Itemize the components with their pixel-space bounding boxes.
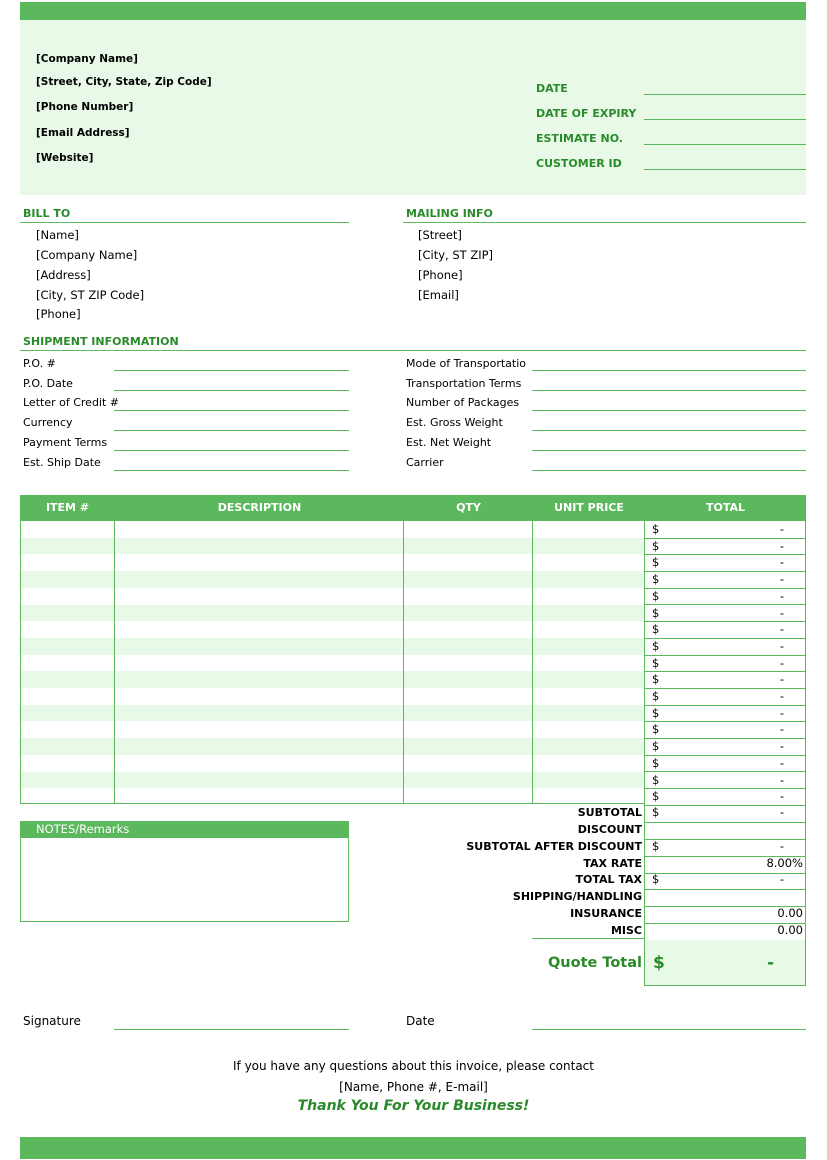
payment-terms-label: Payment Terms: [23, 436, 108, 449]
col-divider: [114, 521, 115, 804]
quote-total-currency: $: [653, 953, 665, 973]
row-total-cell: [645, 721, 806, 739]
signature-field[interactable]: [114, 1029, 349, 1030]
misc-cell[interactable]: [645, 923, 806, 941]
insurance-label: INSURANCE: [570, 907, 642, 920]
shipping-label: SHIPPING/HANDLING: [512, 890, 642, 903]
currency-symbol: $: [652, 755, 660, 770]
currency-symbol: $: [652, 638, 660, 653]
tax-rate-label: TAX RATE: [583, 857, 642, 870]
gross-weight-field[interactable]: [532, 430, 806, 431]
row-total-cell: [645, 738, 806, 756]
packages-field[interactable]: [532, 410, 806, 411]
currency-symbol: $: [652, 672, 660, 687]
insurance-value: 0.00: [777, 906, 803, 920]
row-total-cell: [645, 655, 806, 673]
row-total-cell: [645, 571, 806, 589]
row-total-value: -: [779, 655, 784, 670]
row-total-value: -: [779, 638, 784, 653]
row-total-value: -: [779, 622, 784, 637]
currency-symbol: $: [652, 588, 660, 603]
row-total-cell: [645, 521, 806, 539]
carrier-field[interactable]: [532, 470, 806, 471]
currency-symbol: $: [652, 789, 660, 804]
row-total-value: -: [779, 772, 784, 787]
bill-to-company[interactable]: [Company Name]: [36, 248, 138, 262]
row-total-cell: [645, 788, 806, 806]
quote-total-label: Quote Total: [547, 955, 642, 971]
company-phone[interactable]: [Phone Number]: [36, 101, 134, 113]
signature-label: Signature: [23, 1014, 81, 1028]
row-total-cell: [645, 605, 806, 623]
discount-label: DISCOUNT: [577, 823, 642, 836]
mailing-email[interactable]: [Email]: [418, 288, 459, 302]
currency-symbol: $: [652, 739, 660, 754]
row-total-value: -: [779, 672, 784, 687]
customer-id-label: CUSTOMER ID: [536, 157, 622, 170]
notes-title: NOTES/Remarks: [36, 822, 130, 836]
mailing-street[interactable]: [Street]: [418, 228, 462, 242]
bill-to-name[interactable]: [Name]: [36, 228, 79, 242]
row-total-cell: [645, 538, 806, 556]
row-total-value: -: [779, 572, 784, 587]
total-tax-cell: [645, 872, 806, 890]
subtotal-value: -: [779, 805, 784, 819]
net-weight-field[interactable]: [532, 450, 806, 451]
notes-box[interactable]: [20, 838, 349, 922]
letter-credit-label: Letter of Credit #: [23, 396, 120, 409]
row-total-value: -: [779, 689, 784, 703]
bill-to-rule: [20, 222, 349, 223]
after-discount-value: -: [779, 839, 784, 853]
currency-symbol: $: [652, 689, 660, 703]
bill-to-address[interactable]: [Address]: [36, 268, 91, 282]
currency-symbol: $: [652, 655, 660, 670]
row-total-value: -: [779, 789, 784, 804]
customer-id-field[interactable]: [644, 169, 806, 170]
mailing-phone[interactable]: [Phone]: [418, 268, 463, 282]
bill-to-phone[interactable]: [Phone]: [36, 307, 81, 321]
row-total-value: -: [779, 755, 784, 770]
quote-total-value: -: [767, 953, 775, 973]
bottom-banner: [20, 1137, 806, 1159]
misc-rule: [532, 938, 644, 939]
row-total-cell: [645, 621, 806, 639]
row-total-value: -: [779, 705, 784, 720]
thank-you-text: Thank You For Your Business!: [297, 1098, 530, 1114]
discount-cell[interactable]: [645, 822, 806, 840]
carrier-label: Carrier: [406, 456, 444, 469]
tax-rate-value: 8.00%: [766, 856, 803, 870]
currency-symbol: $: [652, 872, 660, 886]
contact-text: If you have any questions about this invoice, please contact: [232, 1059, 594, 1073]
row-total-cell: [645, 588, 806, 606]
payment-terms-field[interactable]: [114, 450, 349, 451]
misc-label: MISC: [610, 924, 642, 937]
col-qty-header: QTY: [404, 495, 533, 521]
currency-field[interactable]: [114, 430, 349, 431]
company-name[interactable]: [Company Name]: [36, 53, 138, 65]
row-total-value: -: [779, 538, 784, 553]
tax-rate-cell[interactable]: [645, 856, 806, 874]
row-total-value: -: [779, 522, 784, 536]
subtotal-label: SUBTOTAL: [577, 806, 642, 819]
after-discount-label: SUBTOTAL AFTER DISCOUNT: [466, 840, 642, 853]
shipping-cell[interactable]: [645, 889, 806, 907]
date-label: DATE: [536, 82, 568, 95]
col-unit-price-header: UNIT PRICE: [533, 495, 645, 521]
col-total-header: TOTAL: [645, 495, 806, 521]
row-total-cell: [645, 755, 806, 773]
total-tax-value: -: [779, 872, 784, 886]
net-weight-label: Est. Net Weight: [406, 436, 492, 449]
quote-total-cell: [645, 940, 805, 986]
row-total-value: -: [779, 588, 784, 603]
row-total-cell: [645, 772, 806, 790]
company-website[interactable]: [Website]: [36, 152, 94, 164]
mailing-city[interactable]: [City, ST ZIP]: [418, 248, 494, 262]
col-divider: [403, 521, 404, 804]
letter-credit-field[interactable]: [114, 410, 349, 411]
transport-mode-label: Mode of Transportatio: [406, 357, 527, 370]
estimate-label: ESTIMATE NO.: [536, 132, 623, 145]
signature-date-field[interactable]: [532, 1029, 806, 1030]
po-number-field[interactable]: [114, 370, 349, 371]
currency-symbol: $: [652, 555, 660, 570]
row-total-value: -: [779, 739, 784, 754]
transport-terms-field[interactable]: [532, 390, 806, 391]
currency-symbol: $: [652, 572, 660, 587]
contact-placeholder[interactable]: [Name, Phone #, E-mail]: [339, 1080, 488, 1094]
estimate-field[interactable]: [644, 144, 806, 145]
currency-symbol: $: [652, 622, 660, 637]
mailing-rule: [403, 222, 806, 223]
mailing-title: MAILING INFO: [406, 207, 493, 220]
insurance-cell[interactable]: [645, 906, 806, 924]
col-divider: [532, 521, 533, 804]
expiry-label: DATE OF EXPIRY: [536, 107, 637, 120]
ship-date-label: Est. Ship Date: [23, 456, 101, 469]
shipment-title: SHIPMENT INFORMATION: [23, 335, 179, 348]
bill-to-title: BILL TO: [23, 207, 71, 220]
row-total-cell: [645, 671, 806, 689]
currency-label: Currency: [23, 416, 73, 429]
row-total-value: -: [779, 555, 784, 570]
shipment-rule: [20, 350, 806, 351]
company-email[interactable]: [Email Address]: [36, 127, 130, 139]
po-number-label: P.O. #: [23, 357, 56, 370]
date-field[interactable]: [644, 94, 806, 95]
col-description-header: DESCRIPTION: [115, 495, 404, 521]
row-total-cell: [645, 705, 806, 723]
currency-symbol: $: [652, 805, 660, 819]
bill-to-city[interactable]: [City, ST ZIP Code]: [36, 288, 145, 302]
packages-label: Number of Packages: [406, 396, 520, 409]
po-date-field[interactable]: [114, 390, 349, 391]
after-discount-cell: [645, 839, 806, 857]
subtotal-cell: [645, 805, 806, 823]
row-total-value: -: [779, 605, 784, 620]
col-item-header: ITEM #: [20, 495, 115, 521]
po-date-label: P.O. Date: [23, 377, 73, 390]
currency-symbol: $: [652, 538, 660, 553]
transport-terms-label: Transportation Terms: [406, 377, 522, 390]
gross-weight-label: Est. Gross Weight: [406, 416, 503, 429]
row-total-cell: [645, 554, 806, 572]
ship-date-field[interactable]: [114, 470, 349, 471]
row-total-cell: [645, 688, 806, 706]
transport-mode-field[interactable]: [532, 370, 806, 371]
currency-symbol: $: [652, 772, 660, 787]
currency-symbol: $: [652, 839, 660, 853]
signature-date-label: Date: [406, 1014, 435, 1028]
currency-symbol: $: [652, 705, 660, 720]
row-total-cell: [645, 638, 806, 656]
top-banner: [20, 2, 806, 20]
currency-symbol: $: [652, 722, 660, 737]
currency-symbol: $: [652, 605, 660, 620]
misc-value: 0.00: [777, 923, 803, 937]
company-address[interactable]: [Street, City, State, Zip Code]: [36, 76, 212, 88]
currency-symbol: $: [652, 522, 660, 536]
total-tax-label: TOTAL TAX: [575, 873, 642, 886]
row-total-value: -: [779, 722, 784, 737]
expiry-field[interactable]: [644, 119, 806, 120]
